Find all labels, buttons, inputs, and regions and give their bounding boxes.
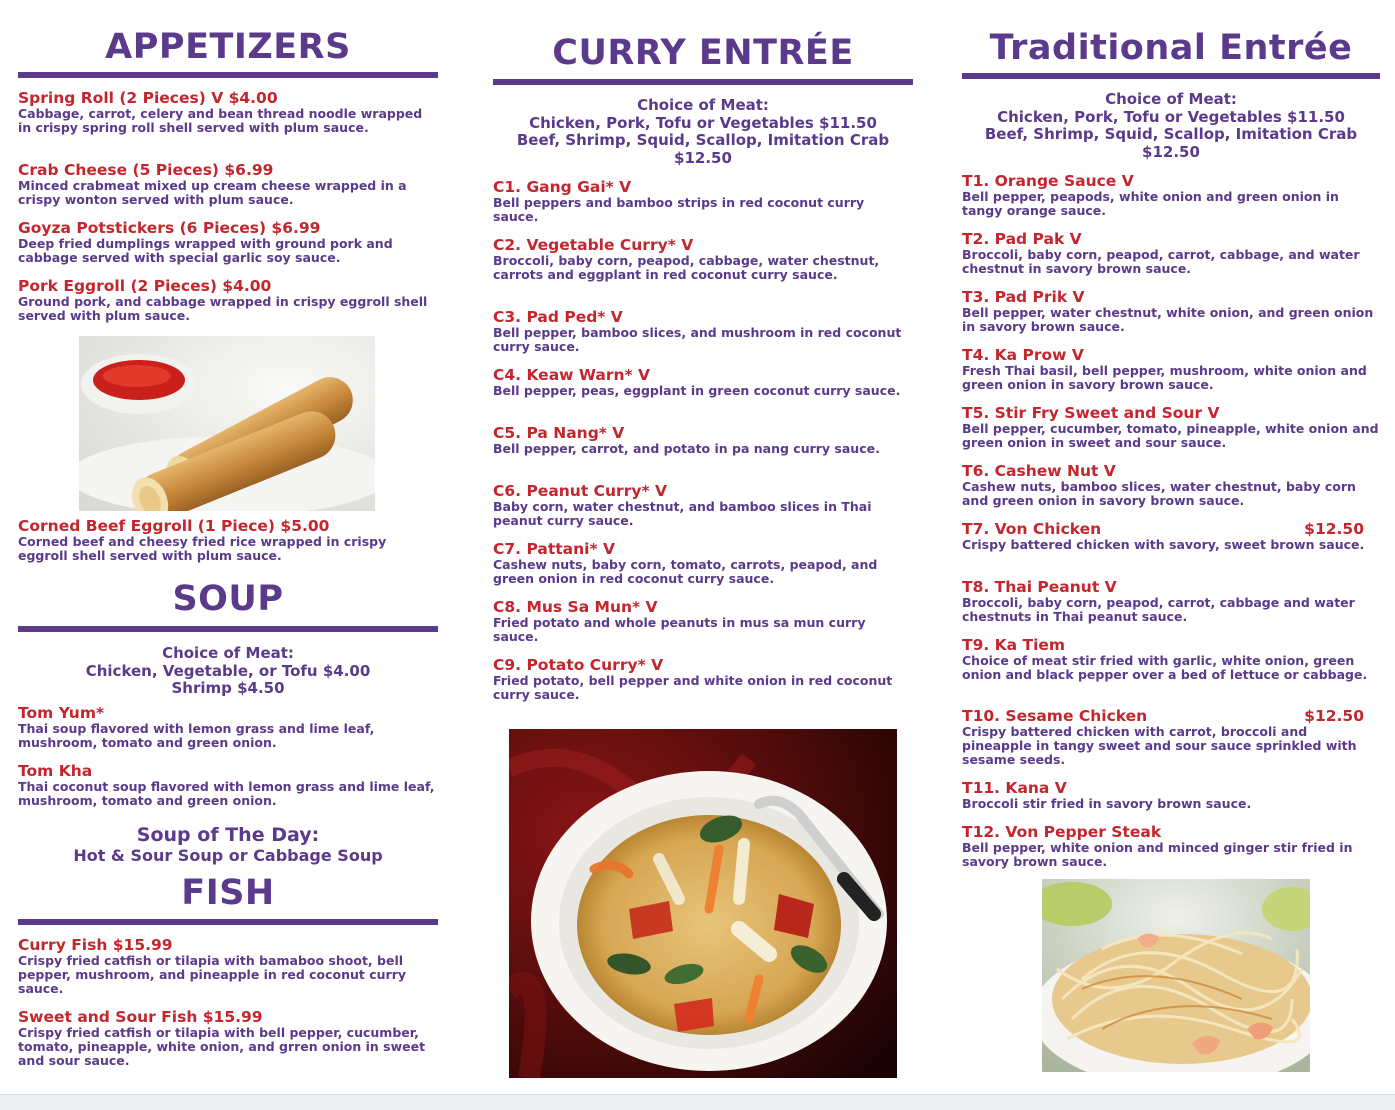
menu-item xyxy=(18,518,438,563)
item-description: Bell pepper, peas, eggplant in green coconut curry sauce. xyxy=(493,383,901,398)
menu-item xyxy=(962,231,1380,276)
item-title: T7. Von Chicken $12.50 xyxy=(962,520,1364,538)
item-title: C9. Potato Curry* V xyxy=(493,656,664,674)
soup-heading: SOUP xyxy=(172,579,284,619)
item-description: Minced crabmeat mixed up cream cheese wrapped in a crispy wonton served with plum sauce. xyxy=(18,178,407,207)
menu-item xyxy=(18,937,438,996)
menu-item xyxy=(18,705,438,750)
item-title: C8. Mus Sa Mun* V xyxy=(493,598,658,616)
curry-divider xyxy=(493,79,913,85)
item-title: Sweet and Sour Fish $15.99 xyxy=(18,1008,263,1026)
item-title: T8. Thai Peanut V xyxy=(962,578,1117,596)
noodle-photo xyxy=(1042,879,1310,1072)
item-description: Cashew nuts, bamboo slices, water chestnut, baby corn and green onion in savory brown sauce. xyxy=(962,479,1356,508)
item-description: Broccoli, baby corn, peapod, carrot, cabbage and water chestnuts in Thai peanut sauce. xyxy=(962,595,1355,624)
menu-item xyxy=(962,637,1380,682)
item-price: $12.50 xyxy=(1304,707,1364,725)
menu-item xyxy=(18,763,438,808)
item-title: C7. Pattani* V xyxy=(493,540,615,558)
item-title: T9. Ka Tiem xyxy=(962,636,1066,654)
menu-item xyxy=(493,367,913,398)
soup-divider xyxy=(18,626,438,632)
eggroll-photo xyxy=(79,336,375,511)
curry-choice-of-meat xyxy=(493,97,913,167)
traditional-heading: Traditional Entrée xyxy=(989,28,1353,68)
choice-price-line: Chicken, Pork, Tofu or Vegetables $11.50 xyxy=(997,107,1345,126)
item-description: Broccoli, baby corn, peapod, carrot, cabbage, and water chestnut in savory brown sauce. xyxy=(962,247,1360,276)
item-title: Corned Beef Eggroll (1 Piece) $5.00 xyxy=(18,517,330,535)
choice-price-line: Beef, Shrimp, Squid, Scallop, Imitation Crab xyxy=(984,125,1358,143)
fish-divider xyxy=(18,919,438,925)
menu-item xyxy=(962,405,1380,450)
item-description: Thai soup flavored with lemon grass and lime leaf, mushroom, tomato and green onion. xyxy=(18,721,375,750)
item-title: C6. Peanut Curry* V xyxy=(493,482,667,500)
menu-item xyxy=(962,289,1380,334)
menu-item xyxy=(493,309,913,354)
appetizers-divider xyxy=(18,72,438,78)
choice-price-line: Shrimp $4.50 xyxy=(171,679,285,697)
appetizers-heading: APPETIZERS xyxy=(105,27,351,67)
item-title: C3. Pad Ped* V xyxy=(493,308,623,326)
item-description: Crispy battered chicken with carrot, broccoli and pineapple in tangy sweet and sour sauce sprinkled with sesame seeds. xyxy=(962,724,1357,767)
fish-heading: FISH xyxy=(181,873,275,913)
item-description: Baby corn, water chestnut, and bamboo slices in Thai peanut curry sauce. xyxy=(493,499,872,528)
item-title: Tom Kha xyxy=(18,762,93,780)
menu-item xyxy=(493,237,913,282)
item-title: T5. Stir Fry Sweet and Sour V xyxy=(962,404,1220,422)
traditional-divider xyxy=(962,73,1380,79)
item-description: Choice of meat stir fried with garlic, white onion, green onion and black pepper over a bed of lettuce or cabbage. xyxy=(962,653,1368,682)
menu-item xyxy=(962,708,1380,767)
item-title: T1. Orange Sauce V xyxy=(962,172,1134,190)
menu-item xyxy=(493,425,913,456)
curry-photo xyxy=(509,729,897,1078)
item-title: T11. Kana V xyxy=(962,779,1067,797)
item-description: Corned beef and cheesy fried rice wrapped in crispy eggroll shell served with plum sauce. xyxy=(18,534,387,563)
item-description: Crispy fried catfish or tilapia with bamaboo shoot, bell pepper, mushroom, and pineapple in red coconut curry sauce. xyxy=(18,953,407,996)
item-price: $12.50 xyxy=(1304,520,1364,538)
menu-item xyxy=(493,599,913,644)
choice-price-line: $12.50 xyxy=(674,148,732,167)
menu-item xyxy=(493,657,913,702)
soup-of-the-day-desc: Hot & Sour Soup or Cabbage Soup xyxy=(73,846,383,865)
item-title: Curry Fish $15.99 xyxy=(18,936,173,954)
item-description: Cabbage, carrot, celery and bean thread noodle wrapped in crispy spring roll shell served with plum sauce. xyxy=(18,106,423,135)
menu-item xyxy=(962,824,1380,869)
choice-label: Choice of Meat: xyxy=(637,96,769,114)
choice-price-line: Chicken, Vegetable, or Tofu $4.00 xyxy=(85,661,371,680)
item-description: Bell pepper, white onion and minced ginger stir fried in savory brown sauce. xyxy=(962,840,1353,869)
item-title: T3. Pad Prik V xyxy=(962,288,1085,306)
menu-item xyxy=(18,278,438,323)
item-description: Broccoli stir fried in savory brown sauce. xyxy=(962,796,1252,811)
menu-item xyxy=(18,1009,438,1068)
choice-label: Choice of Meat: xyxy=(1105,90,1237,108)
item-description: Broccoli, baby corn, peapod, cabbage, water chestnut, carrots and eggplant in red coconut curry sauce. xyxy=(493,253,880,282)
menu-item xyxy=(493,541,913,586)
menu-item xyxy=(18,162,438,207)
item-title: T6. Cashew Nut V xyxy=(962,462,1116,480)
item-title: T2. Pad Pak V xyxy=(962,230,1082,248)
item-description: Deep fried dumplings wrapped with ground pork and cabbage served with special garlic soy sauce. xyxy=(18,236,393,265)
traditional-choice-of-meat xyxy=(962,91,1380,161)
curry-heading: CURRY ENTRÉE xyxy=(552,33,854,73)
menu-item xyxy=(962,521,1380,552)
menu-item xyxy=(962,463,1380,508)
item-title: T12. Von Pepper Steak xyxy=(962,823,1162,841)
item-title: Tom Yum* xyxy=(18,704,105,722)
menu-item xyxy=(18,220,438,265)
item-description: Bell pepper, cucumber, tomato, pineapple, white onion and green onion in sweet and sour sauce. xyxy=(962,421,1379,450)
item-description: Fresh Thai basil, bell pepper, mushroom, white onion and green onion in savory brown sauce. xyxy=(962,363,1367,392)
item-description: Thai coconut soup flavored with lemon grass and lime leaf, mushroom, tomato and green onion. xyxy=(18,779,435,808)
choice-price-line: Chicken, Pork, Tofu or Vegetables $11.50 xyxy=(529,113,877,132)
item-description: Crispy battered chicken with savory, sweet brown sauce. xyxy=(962,537,1365,552)
menu-item xyxy=(962,347,1380,392)
item-description: Fried potato, bell pepper and white onion in red coconut curry sauce. xyxy=(493,673,893,702)
item-title: Goyza Potstickers (6 Pieces) $6.99 xyxy=(18,219,321,237)
item-description: Fried potato and whole peanuts in mus sa mun curry sauce. xyxy=(493,615,866,644)
menu-item xyxy=(493,483,913,528)
item-title: Spring Roll (2 Pieces) V $4.00 xyxy=(18,89,278,107)
menu-item xyxy=(962,579,1380,624)
item-title: C2. Vegetable Curry* V xyxy=(493,236,694,254)
choice-price-line: $12.50 xyxy=(1142,142,1200,161)
menu-item xyxy=(962,780,1380,811)
item-description: Bell pepper, peapods, white onion and green onion in tangy orange sauce. xyxy=(962,189,1339,218)
item-description: Cashew nuts, baby corn, tomato, carrots, peapod, and green onion in red coconut curry sauce. xyxy=(493,557,878,586)
page-bottom-edge xyxy=(0,1094,1395,1110)
soup-of-the-day-title: Soup of The Day: xyxy=(136,824,320,846)
item-description: Ground pork, and cabbage wrapped in crispy eggroll shell served with plum sauce. xyxy=(18,294,428,323)
item-description: Bell peppers and bamboo strips in red coconut curry sauce. xyxy=(493,195,865,224)
item-title: C1. Gang Gai* V xyxy=(493,178,632,196)
item-description: Bell pepper, carrot, and potato in pa nang curry sauce. xyxy=(493,441,880,456)
item-title: C4. Keaw Warn* V xyxy=(493,366,651,384)
menu-item xyxy=(493,179,913,224)
menu-item xyxy=(962,173,1380,218)
item-title: T4. Ka Prow V xyxy=(962,346,1084,364)
item-title: C5. Pa Nang* V xyxy=(493,424,625,442)
item-title: T10. Sesame Chicken $12.50 xyxy=(962,707,1364,725)
menu-item xyxy=(18,90,438,135)
item-description: Crispy fried catfish or tilapia with bell pepper, cucumber, tomato, pineapple, white onion, and grren onion in sweet and sour sauce. xyxy=(18,1025,426,1068)
choice-price-line: Beef, Shrimp, Squid, Scallop, Imitation Crab xyxy=(516,131,890,149)
item-description: Bell pepper, bamboo slices, and mushroom in red coconut curry sauce. xyxy=(493,325,902,354)
choice-label: Choice of Meat: xyxy=(162,644,294,662)
item-description: Bell pepper, water chestnut, white onion, and green onion in savory brown sauce. xyxy=(962,305,1374,334)
soup-choice-of-meat xyxy=(18,645,438,698)
item-title: Crab Cheese (5 Pieces) $6.99 xyxy=(18,161,274,179)
item-title: Pork Eggroll (2 Pieces) $4.00 xyxy=(18,277,272,295)
